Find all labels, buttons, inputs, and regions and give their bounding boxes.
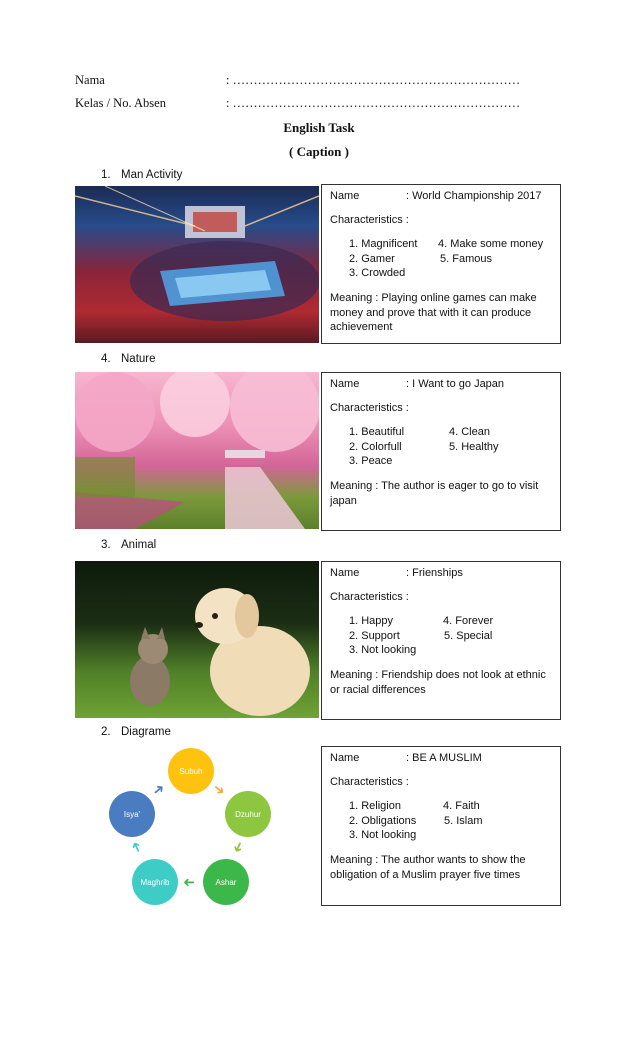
characteristics-label: Characteristics : — [330, 214, 409, 226]
arrow-isya-subuh-icon: ➜ — [149, 780, 169, 800]
name-value: : BE A MUSLIM — [406, 752, 482, 764]
characteristic-3: 3. Not looking — [349, 644, 417, 656]
characteristic-5: 5. Famous — [440, 253, 492, 265]
page-subtitle: ( Caption ) — [289, 144, 349, 159]
characteristic-5: 5. Special — [444, 630, 493, 642]
arrow-dzuhur-ashar-icon: ➜ — [228, 838, 248, 856]
characteristics-label: Characteristics : — [330, 402, 409, 414]
arena-illustration — [75, 186, 319, 343]
diagram-node-isya: Isya' — [109, 791, 155, 837]
animals-illustration — [75, 561, 319, 718]
meaning-text: Meaning : Friendship does not look at ethnic or racial differences — [330, 669, 546, 696]
caption-box-nature — [321, 372, 561, 531]
characteristic-5: 5. Islam — [444, 815, 483, 827]
characteristic-2: 2. Colorfull — [349, 441, 402, 453]
characteristic-2: 2. Support — [349, 630, 400, 642]
name-key: Name — [330, 752, 360, 764]
page-title: English Task — [283, 120, 355, 135]
characteristic-3: 3. Not looking — [349, 829, 417, 841]
class-blank: : …………………………………………………………… — [226, 96, 521, 110]
characteristic-4: 4. Faith — [443, 800, 480, 812]
name-label: Nama — [75, 73, 105, 87]
characteristic-4: 4. Clean — [449, 426, 490, 438]
characteristic-1: 1. Magnificent — [349, 238, 418, 250]
meaning-text: Meaning : The author is eager to go to visit japan — [330, 480, 539, 507]
name-key: Name — [330, 378, 360, 390]
characteristic-4: 4. Forever — [443, 615, 494, 627]
diagram-node-maghrib: Maghrib — [132, 859, 178, 905]
meaning-text: Meaning : Playing online games can make money and prove that with it can produce achievement — [330, 292, 537, 333]
puppy-kitten-photo — [75, 561, 319, 718]
characteristic-2: 2. Obligations — [349, 815, 417, 827]
diagram-node-subuh: Subuh — [168, 748, 214, 794]
caption-box-animal — [321, 561, 561, 720]
arrow-subuh-dzuhur-icon: ➜ — [209, 780, 229, 800]
caption-box-diagrame — [321, 746, 561, 906]
characteristics-label: Characteristics : — [330, 776, 409, 788]
name-value: : Frienships — [406, 567, 463, 579]
characteristic-1: 1. Beautiful — [349, 426, 405, 438]
diagram-node-dzuhur: Dzuhur — [225, 791, 271, 837]
name-value: : I Want to go Japan — [406, 378, 505, 390]
meaning-text: Meaning : The author wants to show the obligation of a Muslim prayer five times — [330, 854, 526, 881]
diagram-node-ashar: Ashar — [203, 859, 249, 905]
name-key: Name — [330, 190, 360, 202]
characteristic-2: 2. Gamer — [349, 253, 395, 265]
name-value: : World Championship 2017 — [406, 190, 542, 202]
arrow-ashar-maghrib-icon: ➜ — [183, 874, 195, 890]
characteristic-1: 1. Happy — [349, 615, 394, 627]
name-blank: : …………………………………………………………… — [226, 73, 521, 87]
characteristics-label: Characteristics : — [330, 591, 409, 603]
esports-arena-photo — [75, 186, 319, 343]
class-label: Kelas / No. Absen — [75, 96, 166, 110]
characteristic-5: 5. Healthy — [449, 441, 499, 453]
cherry-blossom-photo — [75, 372, 319, 529]
section-heading-man-activity: 1. Man Activity — [101, 169, 183, 181]
section-heading-diagrame: 2. Diagrame — [101, 726, 171, 738]
caption-box-man-activity — [321, 184, 561, 344]
section-heading-animal: 3. Animal — [101, 539, 157, 551]
prayer-cycle-diagram — [105, 745, 295, 910]
characteristic-3: 3. Crowded — [349, 267, 406, 279]
name-key: Name — [330, 567, 360, 579]
section-heading-nature: 4. Nature — [101, 353, 156, 365]
blossom-illustration — [75, 372, 319, 529]
arrow-maghrib-isya-icon: ➜ — [127, 838, 147, 856]
characteristic-1: 1. Religion — [349, 800, 401, 812]
characteristic-3: 3. Peace — [349, 455, 393, 467]
characteristic-4: 4. Make some money — [438, 238, 544, 250]
